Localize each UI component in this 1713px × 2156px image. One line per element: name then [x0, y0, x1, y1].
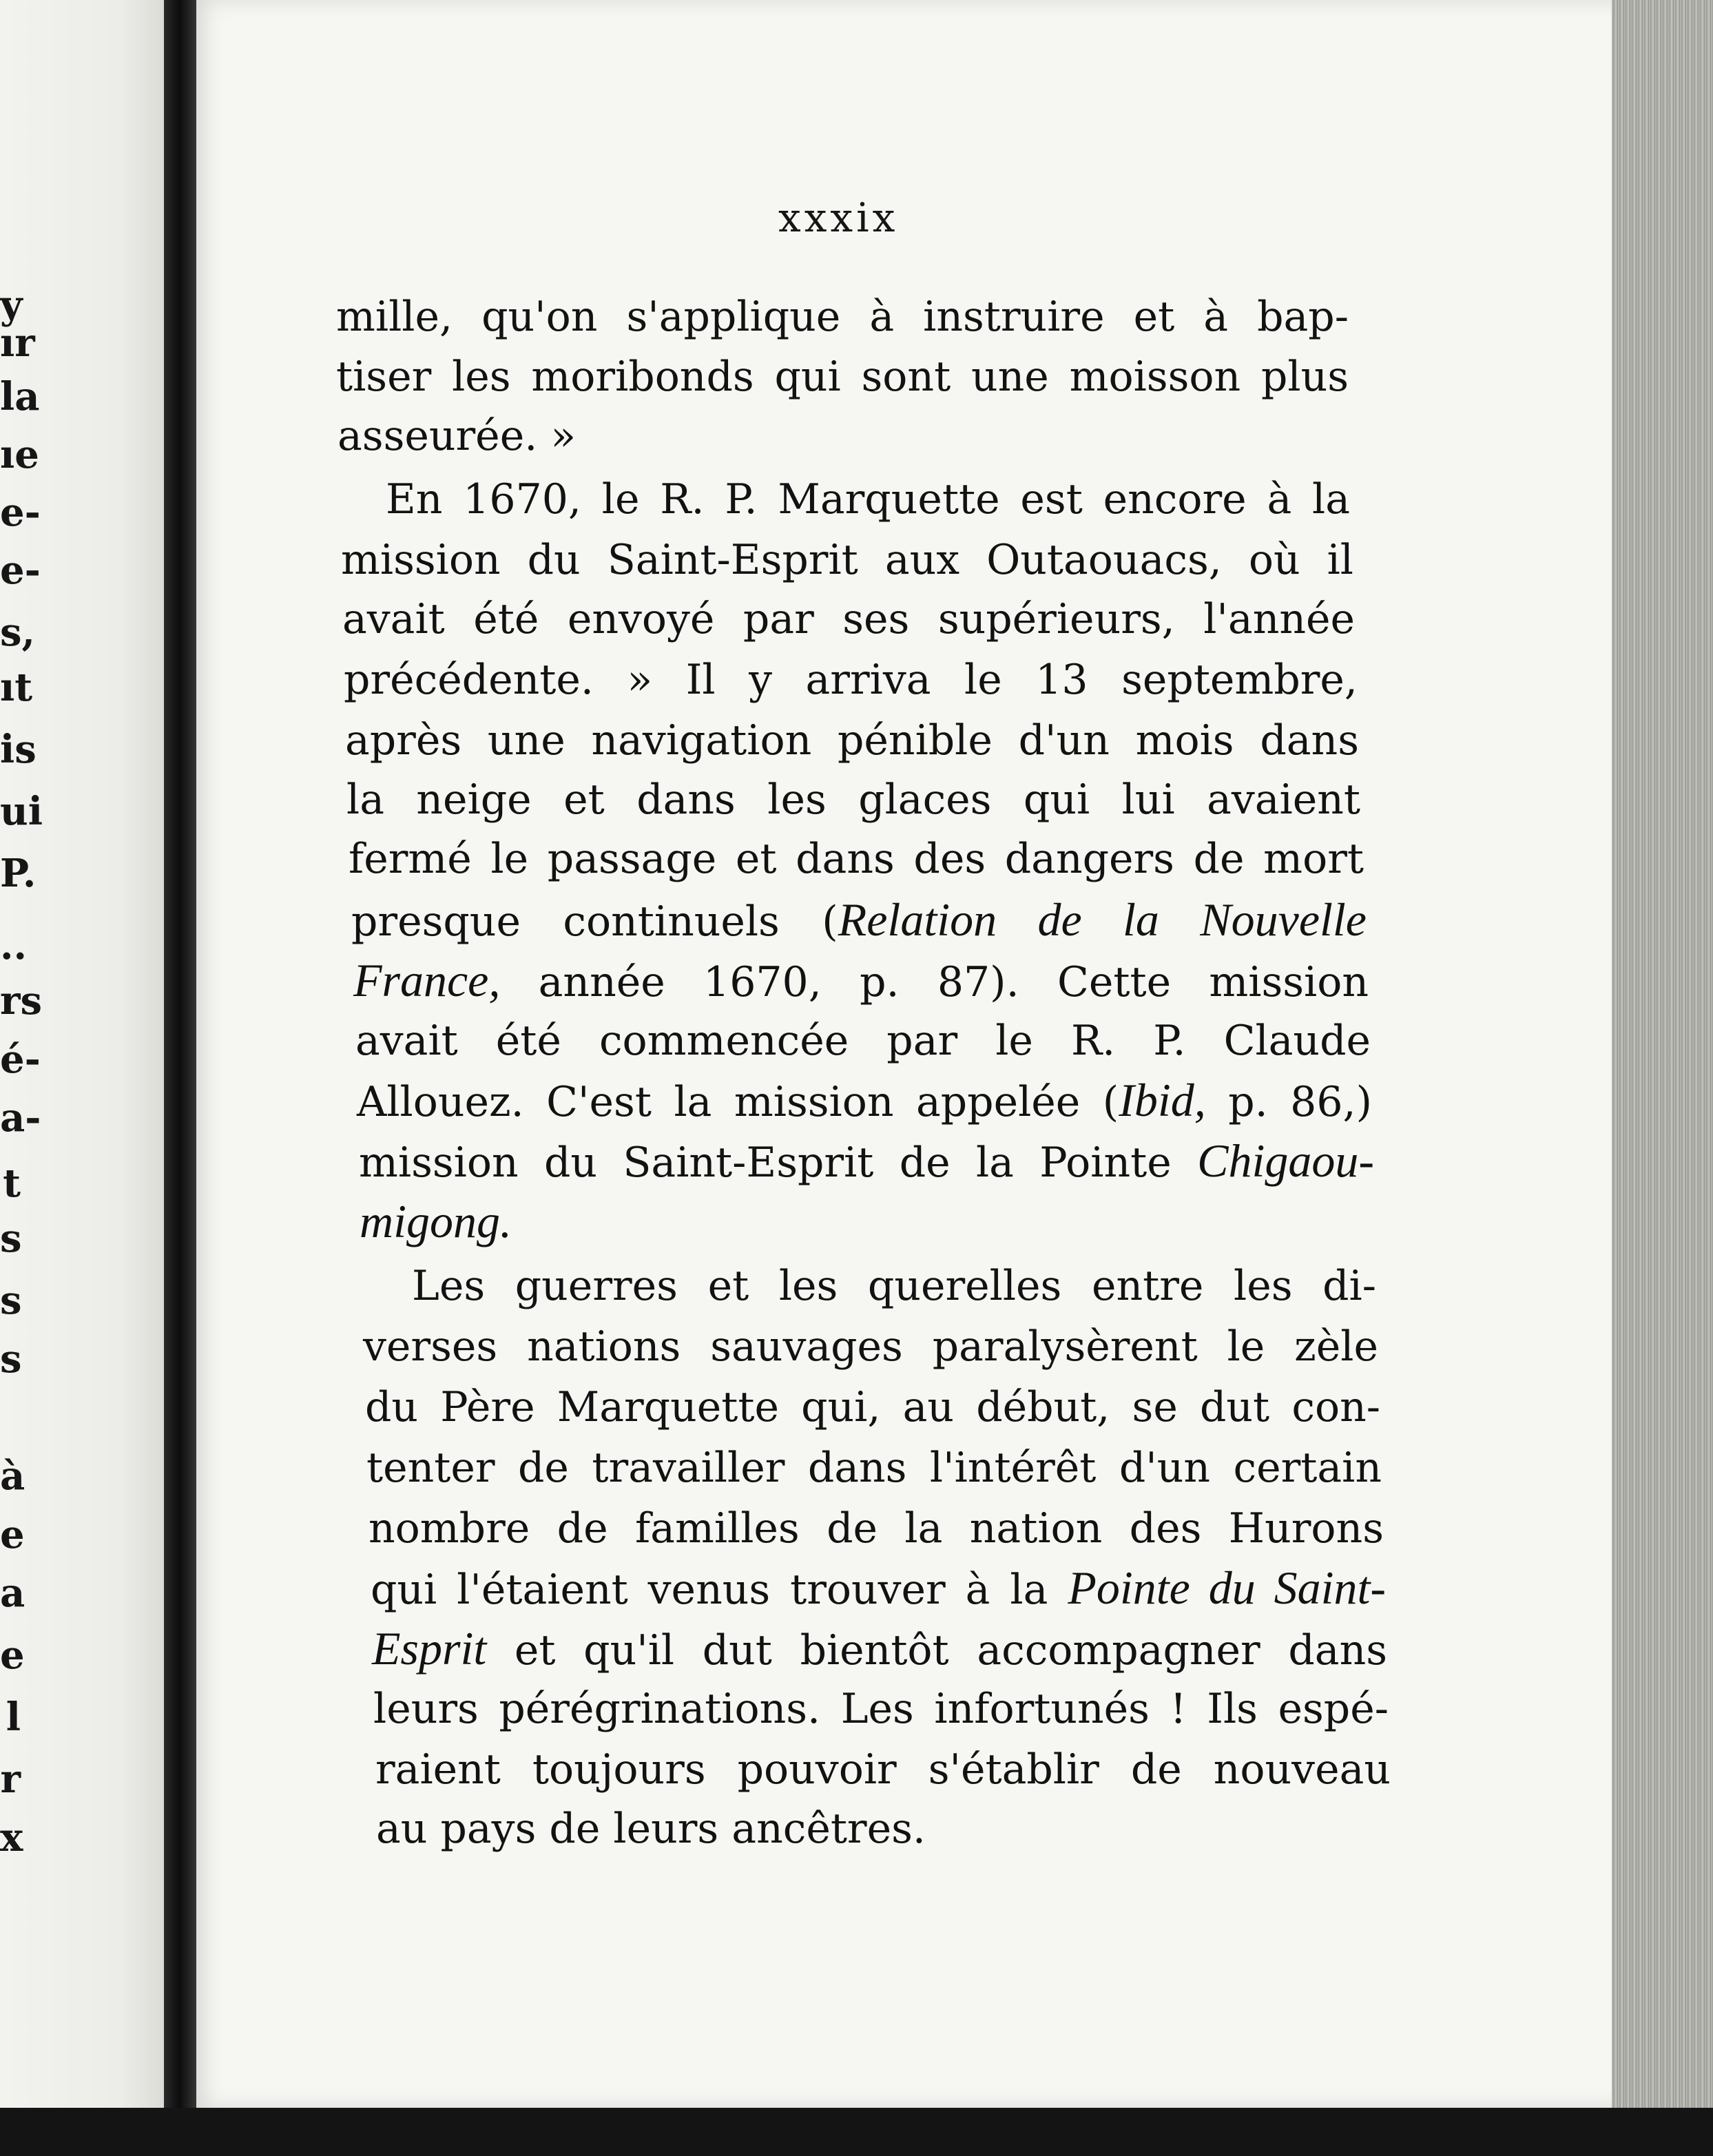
- text-line: verses nations sauvages paralysèrent le zèle: [363, 1323, 1378, 1371]
- text-line: mille, qu'on s'applique à instruire et à bap-: [336, 293, 1349, 341]
- text-line: asseurée. »: [338, 412, 577, 460]
- italic-citation: France,: [353, 954, 501, 1006]
- text-line: du Père Marquette qui, au début, se dut con-: [365, 1383, 1380, 1431]
- italic-place-name: migong.: [360, 1195, 512, 1247]
- facing-page-fragment: s,: [0, 610, 36, 655]
- text-line: [360, 1197, 1375, 1247]
- facing-page-fragment: ır: [0, 320, 35, 366]
- italic-place-name: Pointe du Saint-: [1068, 1562, 1386, 1614]
- facing-page-fragment: t: [3, 1161, 21, 1206]
- facing-page-fragment: e-: [0, 490, 41, 535]
- page-number: xxxix: [778, 194, 899, 241]
- facing-page-fragment: à: [0, 1453, 25, 1499]
- facing-page-fragment: é-: [0, 1037, 41, 1082]
- text-line: tenter de travailler dans l'intérêt d'un certain: [366, 1444, 1382, 1492]
- italic-citation: Ibid,: [1119, 1074, 1206, 1126]
- text-line: Allouez. C'est la mission appelée (Ibid, p. 86,): [357, 1074, 1373, 1126]
- facing-page-fragment: a-: [0, 1095, 41, 1141]
- facing-page-fragment: r: [0, 1756, 21, 1802]
- page-stack-edge: [1612, 0, 1713, 2156]
- facing-page-fragment: a: [0, 1571, 25, 1616]
- scan-bottom-border: [0, 2108, 1713, 2156]
- facing-page-fragment: ui: [0, 789, 43, 834]
- text-line: la neige et dans les glaces qui lui avaient: [346, 776, 1360, 824]
- text-line: au pays de leurs ancêtres.: [376, 1805, 926, 1853]
- italic-place-name: Chigaou-: [1197, 1134, 1374, 1187]
- facing-page-fragment: is: [0, 727, 37, 772]
- facing-page-edge: [0, 0, 172, 2156]
- text-line: après une navigation pénible d'un mois dans: [345, 716, 1359, 765]
- facing-page-fragment: rs: [0, 978, 43, 1024]
- facing-page-fragment: P.: [0, 851, 37, 896]
- text-line: mission du Saint-Esprit de la Pointe Chigaou-: [359, 1134, 1374, 1187]
- text-line: tiser les moribonds qui sont une moisson plus: [336, 353, 1349, 401]
- facing-page-fragment: e: [0, 1632, 25, 1678]
- text-line: raient toujours pouvoir s'établir de nouveau: [375, 1745, 1391, 1794]
- text-line: précédente. » Il y arriva le 13 septembre,: [344, 656, 1358, 704]
- facing-page-fragment: ..: [0, 923, 27, 968]
- facing-page-fragment: la: [0, 374, 40, 419]
- text-line: presque continuels (Relation de la Nouvelle: [351, 893, 1367, 946]
- facing-page-fragment: l: [6, 1694, 21, 1740]
- facing-page-fragment: x: [0, 1815, 23, 1860]
- text-line: Les guerres et les querelles entre les di-: [412, 1262, 1376, 1310]
- facing-page-fragment: s: [0, 1278, 22, 1323]
- facing-page-fragment: e-: [0, 548, 41, 593]
- facing-page-fragment: ıe: [0, 432, 39, 477]
- facing-page-fragment: s: [0, 1216, 22, 1261]
- facing-page-fragment: y: [0, 282, 23, 328]
- book-gutter: [164, 0, 198, 2156]
- text-line: mission du Saint-Esprit aux Outaouacs, où il: [341, 536, 1353, 584]
- italic-citation: Relation de la Nouvelle: [838, 893, 1367, 946]
- facing-page-fragment: e: [0, 1512, 25, 1557]
- facing-page-fragment: s: [0, 1336, 22, 1382]
- text-line: France, année 1670, p. 87). Cette mission: [353, 954, 1369, 1006]
- text-line: avait été commencée par le R. P. Claude: [355, 1017, 1371, 1065]
- text-line: fermé le passage et dans des dangers de mort: [349, 835, 1364, 883]
- text-line: qui l'étaient venus trouver à la Pointe du Saint-: [371, 1562, 1386, 1614]
- text-line: Esprit et qu'il dut bientôt accompagner dans: [372, 1622, 1387, 1675]
- facing-page-fragment: ıt: [0, 665, 33, 710]
- text-line: avait été envoyé par ses supérieurs, l'année: [342, 595, 1355, 643]
- text-line: leurs pérégrinations. Les infortunés ! Ils espé-: [373, 1685, 1389, 1733]
- text-line: nombre de familles de la nation des Hurons: [368, 1504, 1384, 1553]
- italic-place-name: Esprit: [372, 1622, 487, 1675]
- text-line: En 1670, le R. P. Marquette est encore à la: [386, 475, 1350, 524]
